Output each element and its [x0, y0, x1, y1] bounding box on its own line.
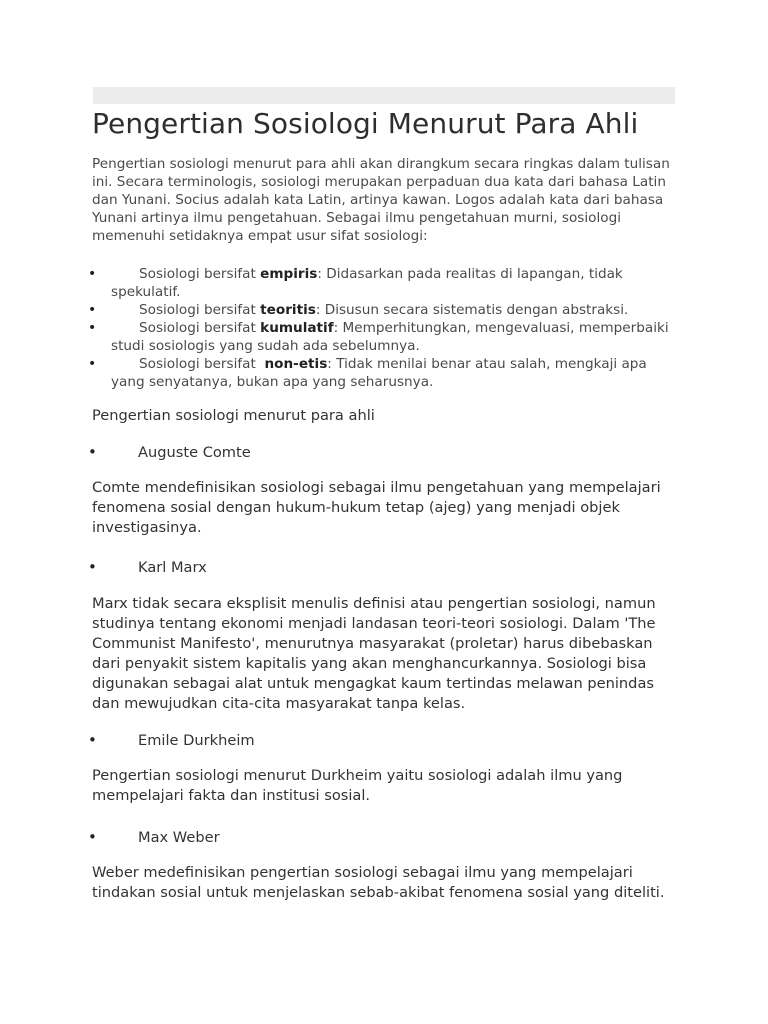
property-item	[88, 319, 682, 355]
property-description: : Didasarkan pada realitas di lapangan, tidak	[317, 266, 623, 282]
property-item	[88, 265, 682, 301]
definition-line: Communist Manifesto', menurutnya masyarakat (proletar) harus dibebaskan	[92, 635, 653, 652]
definition-line: Weber medefinisikan pengertian sosiologi sebagai ilmu yang mempelajari	[92, 864, 633, 881]
property-prefix: Sosiologi bersifat	[139, 356, 265, 372]
expert-item	[88, 730, 255, 751]
intro-paragraph	[92, 155, 682, 245]
intro-line: dan Yunani. Socius adalah kata Latin, artinya kawan. Logos adalah kata dari bahasa	[92, 192, 664, 208]
expert-name: Karl Marx	[138, 559, 207, 576]
property-continuation: spekulatif.	[111, 284, 181, 300]
property-term: teoritis	[260, 302, 316, 318]
property-item	[88, 355, 682, 391]
definition-line: Marx tidak secara eksplisit menulis definisi atau pengertian sosiologi, namun	[92, 595, 656, 612]
expert-item	[88, 827, 220, 848]
intro-line: Yunani artinya ilmu pengetahuan. Sebagai ilmu pengetahuan murni, sosiologi	[92, 210, 621, 226]
property-prefix: Sosiologi bersifat	[139, 266, 261, 282]
bullet-icon: •	[88, 320, 97, 336]
property-term: non-etis	[264, 356, 328, 372]
definition-line: fenomena sosial dengan hukum-hukum tetap (ajeg) yang menjadi objek	[92, 499, 620, 516]
properties-list	[88, 265, 682, 391]
bullet-icon: •	[88, 356, 97, 372]
property-prefix: Sosiologi bersifat	[139, 320, 261, 336]
page-title: Pengertian Sosiologi Menurut Para Ahli	[92, 107, 639, 140]
expert-definition	[92, 594, 656, 714]
property-term: empiris	[260, 266, 318, 282]
intro-line: Pengertian sosiologi menurut para ahli akan dirangkum secara ringkas dalam tulisan	[92, 156, 670, 172]
definition-line: digunakan sebagai alat untuk mengagkat kaum tertindas melawan penindas	[92, 675, 654, 692]
definition-line: studinya tentang ekonomi menjadi landasan teori-teori sosiologi. Dalam 'The	[92, 615, 656, 632]
section-heading: Pengertian sosiologi menurut para ahli	[92, 407, 375, 424]
expert-item	[88, 442, 251, 463]
definition-line: dan mewujudkan cita-cita masyarakat tanpa kelas.	[92, 695, 466, 712]
bullet-icon: •	[88, 558, 97, 576]
expert-definition	[92, 766, 622, 806]
property-term: kumulatif	[260, 320, 334, 336]
property-item	[88, 301, 682, 319]
expert-name: Emile Durkheim	[138, 732, 255, 749]
definition-line: dari penyakit sistem kapitalis yang akan menghancurkannya. Sosiologi bisa	[92, 655, 647, 672]
bullet-icon: •	[88, 302, 97, 318]
bullet-icon: •	[88, 731, 97, 749]
property-prefix: Sosiologi bersifat	[139, 302, 261, 318]
definition-line: Pengertian sosiologi menurut Durkheim yaitu sosiologi adalah ilmu yang	[92, 767, 623, 784]
bullet-icon: •	[88, 443, 97, 461]
expert-name: Max Weber	[138, 829, 220, 846]
bullet-icon: •	[88, 828, 97, 846]
definition-line: mempelajari fakta dan institusi sosial.	[92, 787, 371, 804]
property-description: : Disusun secara sistematis dengan abstraksi.	[315, 302, 629, 318]
definition-line: Comte mendefinisikan sosiologi sebagai ilmu pengetahuan yang mempelajari	[92, 479, 661, 496]
property-description: : Memperhitungkan, mengevaluasi, memperbaiki	[333, 320, 669, 336]
definition-line: tindakan sosial untuk menjelaskan sebab-akibat fenomena sosial yang diteliti.	[92, 884, 665, 901]
expert-name: Auguste Comte	[138, 444, 251, 461]
expert-item	[88, 557, 207, 578]
expert-definition	[92, 863, 665, 903]
bullet-icon: •	[88, 266, 97, 282]
property-continuation: yang senyatanya, bukan apa yang seharusnya.	[111, 374, 434, 390]
definition-line: investigasinya.	[92, 519, 202, 536]
header-band	[93, 87, 675, 104]
expert-definition	[92, 478, 661, 538]
intro-line: memenuhi setidaknya empat usur sifat sosiologi:	[92, 228, 428, 244]
intro-line: ini. Secara terminologis, sosiologi merupakan perpaduan dua kata dari bahasa Latin	[92, 174, 666, 190]
property-continuation: studi sosiologis yang sudah ada sebelumnya.	[111, 338, 420, 354]
property-description: : Tidak menilai benar atau salah, mengkaji apa	[327, 356, 647, 372]
